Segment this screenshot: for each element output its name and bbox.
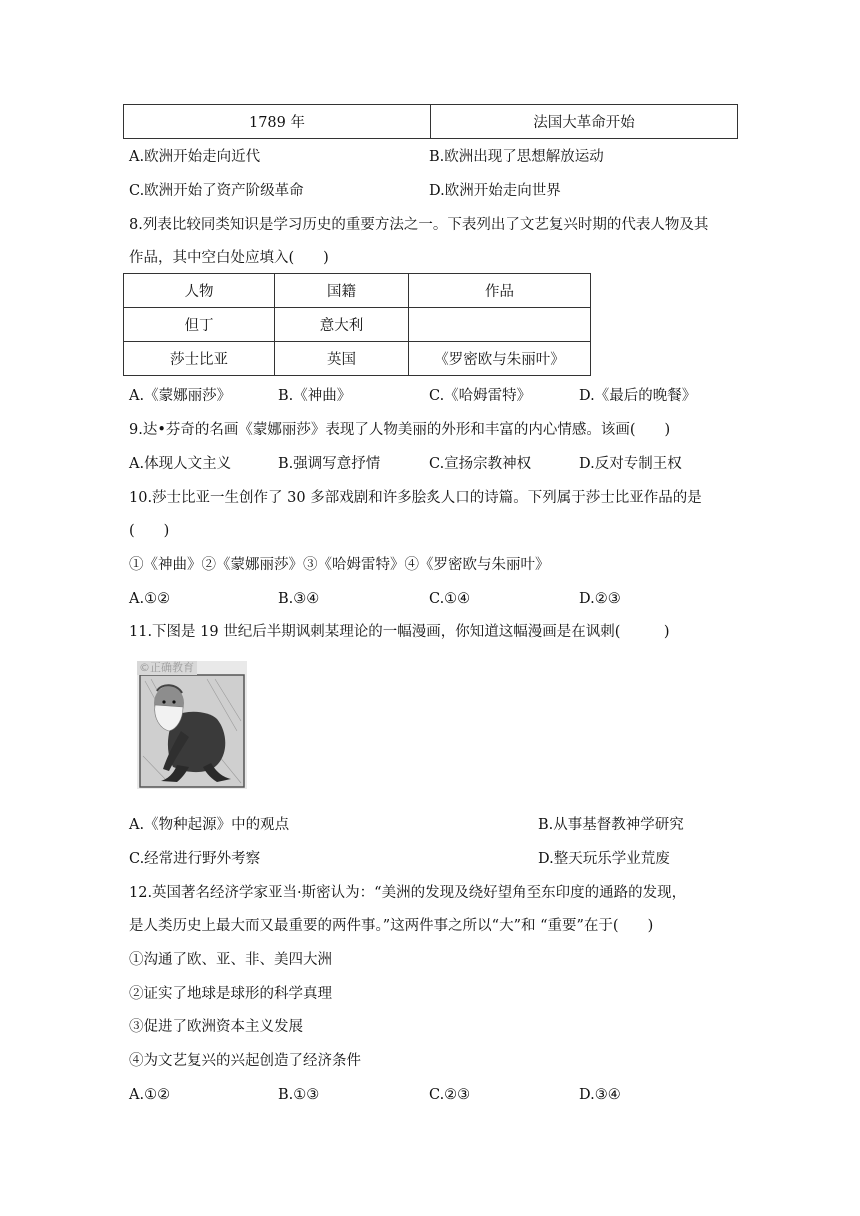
q9-option-c: C.宣扬宗教神权 xyxy=(429,456,532,472)
table-header: 作品 xyxy=(409,274,591,308)
q7-option-b: B.欧洲出现了思想解放运动 xyxy=(429,149,604,165)
q12-item-3: ③促进了欧洲资本主义发展 xyxy=(129,1019,303,1035)
table-cell: 但丁 xyxy=(124,308,275,342)
q9-option-b: B.强调写意抒情 xyxy=(278,456,381,472)
q10-option-c: C.①④ xyxy=(429,591,471,607)
q7-option-a: A.欧洲开始走向近代 xyxy=(129,149,261,165)
q11-option-d: D.整天玩乐学业荒废 xyxy=(538,851,670,867)
table-header: 国籍 xyxy=(275,274,409,308)
q10-stem-line2: ( ) xyxy=(129,523,170,539)
q10-items: ①《神曲》②《蒙娜丽莎》③《哈姆雷特》④《罗密欧与朱丽叶》 xyxy=(129,557,550,573)
table-row xyxy=(124,308,591,342)
table-header-row xyxy=(124,274,591,308)
q12-item-4: ④为文艺复兴的兴起创造了经济条件 xyxy=(129,1053,361,1069)
q12-option-b: B.①③ xyxy=(278,1087,320,1103)
table-cell: 意大利 xyxy=(275,308,409,342)
table-row xyxy=(124,342,591,376)
q7-option-d: D.欧洲开始走向世界 xyxy=(429,183,561,199)
q8-option-a: A.《蒙娜丽莎》 xyxy=(129,388,232,404)
q10-option-b: B.③④ xyxy=(278,591,320,607)
table-row xyxy=(124,105,738,139)
q9-option-d: D.反对专制王权 xyxy=(579,456,682,472)
table-header: 人物 xyxy=(124,274,275,308)
q11-stem: 11.下图是 19 世纪后半期讽刺某理论的一幅漫画，你知道这幅漫画是在讽刺( ) xyxy=(129,624,670,640)
q10-option-d: D.②③ xyxy=(579,591,621,607)
q10-option-a: A.①② xyxy=(129,591,171,607)
q8-option-c: C.《哈姆雷特》 xyxy=(429,388,532,404)
q8-option-d: D.《最后的晚餐》 xyxy=(579,388,697,404)
table-cell: 法国大革命开始 xyxy=(431,105,738,139)
table-cell: 莎士比亚 xyxy=(124,342,275,376)
watermark-text: ©正确教育 xyxy=(139,661,194,674)
q9-stem: 9.达•芬奇的名画《蒙娜丽莎》表现了人物美丽的外形和丰富的内心情感。该画( ) xyxy=(129,422,671,438)
table-cell: 《罗密欧与朱丽叶》 xyxy=(409,342,591,376)
q9-option-a: A.体现人文主义 xyxy=(129,456,232,472)
q11-option-b: B.从事基督教神学研究 xyxy=(538,817,684,833)
q12-option-d: D.③④ xyxy=(579,1087,621,1103)
q11-option-a: A.《物种起源》中的观点 xyxy=(129,817,290,833)
table-cell-blank xyxy=(409,308,591,342)
q12-stem-line1: 12.英国著名经济学家亚当·斯密认为：“美洲的发现及绕好望角至东印度的通路的发现， xyxy=(129,885,687,901)
q12-stem-line2: 是人类历史上最大而又最重要的两件事。”这两件事之所以“大”和 “重要”在于( ) xyxy=(129,918,654,934)
table-cell: 1789 年 xyxy=(124,105,431,139)
q8-stem-line1: 8.列表比较同类知识是学习历史的重要方法之一。下表列出了文艺复兴时期的代表人物及其 xyxy=(129,217,709,233)
q12-option-a: A.①② xyxy=(129,1087,171,1103)
q12-item-1: ①沟通了欧、亚、非、美四大洲 xyxy=(129,952,332,968)
q8-option-b: B.《神曲》 xyxy=(278,388,352,404)
q8-stem-line2: 作品，其中空白处应填入( ) xyxy=(129,250,329,266)
q7-table xyxy=(123,104,738,139)
satirical-cartoon-image xyxy=(137,661,247,789)
q7-option-c: C.欧洲开始了资产阶级革命 xyxy=(129,183,304,199)
q8-table xyxy=(123,273,591,376)
q11-option-c: C.经常进行野外考察 xyxy=(129,851,261,867)
q12-item-2: ②证实了地球是球形的科学真理 xyxy=(129,986,332,1002)
q10-stem-line1: 10.莎士比亚一生创作了 30 多部戏剧和许多脍炙人口的诗篇。下列属于莎士比亚作品的是 xyxy=(129,490,702,506)
table-cell: 英国 xyxy=(275,342,409,376)
q12-option-c: C.②③ xyxy=(429,1087,471,1103)
